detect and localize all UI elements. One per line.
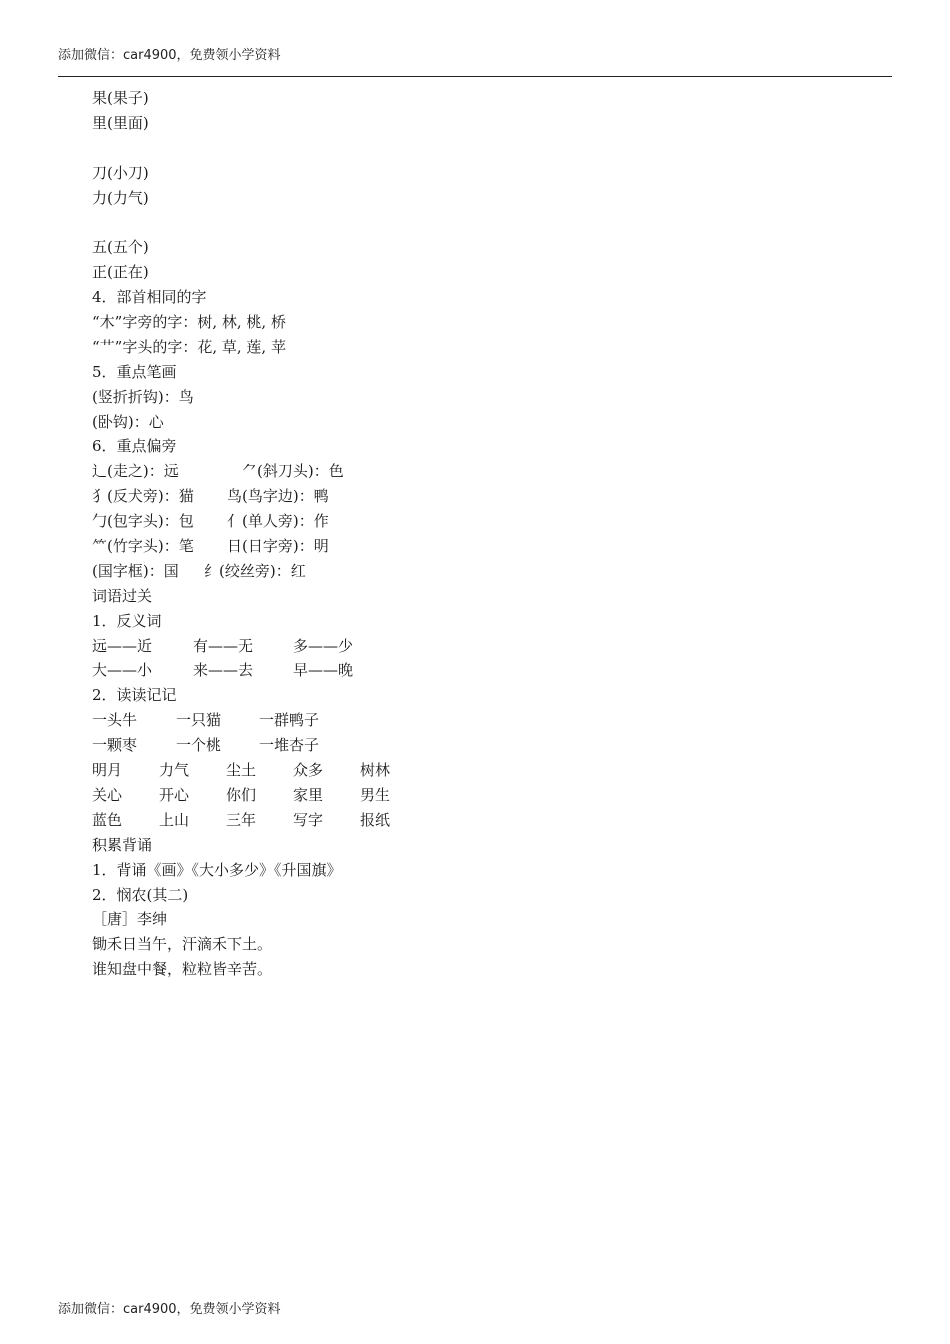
section-heading: 词语过关 [92, 586, 153, 605]
antonym-row [92, 658, 872, 683]
section-heading: 5．重点笔画 [92, 362, 177, 381]
document-body [92, 86, 872, 982]
radical-item: 纟(绞丝旁)：红 [204, 561, 306, 580]
word-item: 上山 [159, 810, 190, 829]
text-line: 力(力气) [92, 188, 149, 207]
radical-item: ⺈(斜刀头)：色 [242, 462, 344, 481]
radical-row [92, 484, 872, 509]
radical-item: 犭(反犬旁)：猫 [92, 487, 194, 506]
text-line: 五(五个) [92, 238, 149, 257]
word-item: 开心 [159, 785, 190, 804]
word-item: 蓝色 [92, 810, 123, 829]
word-row [92, 808, 872, 833]
header-divider [58, 76, 892, 77]
text-line: 刀(小刀) [92, 163, 149, 182]
text-line: “木”字旁的字：树, 林, 桃, 桥 [92, 313, 286, 332]
antonym-pair: 远——近 [92, 636, 153, 655]
text-line: 果(果子) [92, 89, 149, 107]
radical-row [92, 459, 872, 484]
section-heading: 6．重点偏旁 [92, 437, 177, 456]
word-item: 一只猫 [176, 711, 222, 730]
word-row [92, 708, 872, 733]
poem-line: 谁知盘中餐，粒粒皆辛苦。 [92, 960, 273, 979]
word-item: 众多 [293, 761, 324, 780]
section-heading: 积累背诵 [92, 835, 153, 854]
radical-item: 日(日字旁)：明 [227, 537, 329, 556]
radical-item: ⺮(竹字头)：笔 [92, 537, 194, 556]
word-item: 男生 [360, 785, 391, 804]
text-line: (卧钩)：心 [92, 412, 164, 431]
word-item: 写字 [293, 810, 324, 829]
antonym-pair: 早——晚 [293, 661, 354, 680]
word-item: 一颗枣 [92, 736, 138, 755]
text-line: (竖折折钩)：鸟 [92, 387, 194, 406]
word-item: 力气 [159, 761, 190, 780]
radical-row [92, 509, 872, 534]
radical-item: 勹(包字头)：包 [92, 512, 194, 531]
poem-line: 锄禾日当午，汗滴禾下土。 [92, 935, 273, 954]
radical-row [92, 534, 872, 559]
word-item: 一堆杏子 [259, 736, 320, 755]
antonym-pair: 多——少 [293, 636, 354, 655]
poem-author: ［唐］李绅 [92, 910, 168, 929]
word-item: 三年 [226, 810, 257, 829]
radical-row [92, 559, 872, 584]
radical-item: 鸟(鸟字边)：鸭 [227, 487, 329, 506]
text-line: “艹”字头的字：花, 草, 莲, 苹 [92, 337, 286, 356]
antonym-pair: 大——小 [92, 661, 153, 680]
radical-item: 辶(走之)：远 [92, 462, 179, 481]
blank-line [92, 210, 872, 235]
word-item: 家里 [293, 785, 324, 804]
antonym-pair: 来——去 [193, 661, 254, 680]
radical-item: 亻(单人旁)：作 [227, 512, 329, 531]
radical-item: (国字框)：国 [92, 561, 179, 580]
section-heading: 2．读读记记 [92, 686, 177, 705]
word-item: 关心 [92, 785, 123, 804]
word-item: 报纸 [360, 810, 391, 829]
antonym-row [92, 634, 872, 659]
text-line: 正(正在) [92, 263, 149, 282]
word-item: 明月 [92, 761, 123, 780]
word-row [92, 733, 872, 758]
word-item: 树林 [360, 761, 391, 780]
word-item: 尘土 [226, 761, 257, 780]
section-heading: 1．反义词 [92, 611, 162, 630]
word-row [92, 783, 872, 808]
word-item: 你们 [226, 785, 257, 804]
page-header: 添加微信：car4900，免费领小学资料 [58, 48, 281, 63]
word-item: 一个桃 [176, 736, 222, 755]
text-line: 里(里面) [92, 113, 149, 132]
page-footer: 添加微信：car4900，免费领小学资料 [58, 1302, 281, 1317]
word-item: 一群鸭子 [259, 711, 320, 730]
antonym-pair: 有——无 [193, 636, 254, 655]
text-line: 1．背诵《画》《大小多少》《升国旗》 [92, 860, 342, 879]
word-item: 一头牛 [92, 711, 138, 730]
blank-line [92, 136, 872, 161]
text-line: 2．悯农(其二) [92, 885, 189, 904]
section-heading: 4．部首相同的字 [92, 288, 207, 307]
word-row [92, 758, 872, 783]
